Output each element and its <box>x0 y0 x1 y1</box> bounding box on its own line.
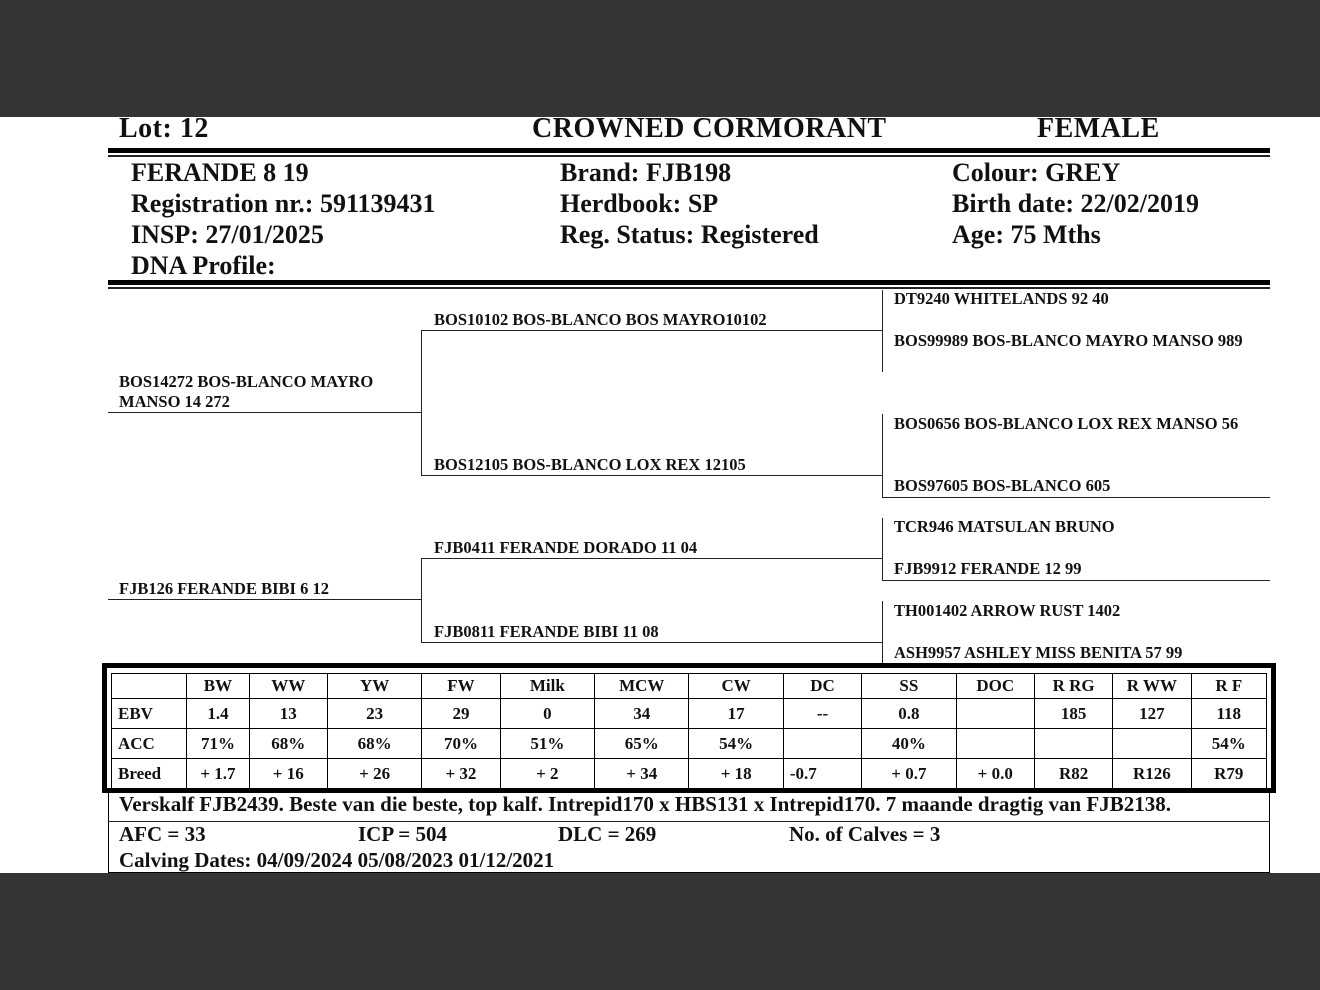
lot-sheet <box>0 117 1320 873</box>
ebv-cell: -- <box>783 699 861 729</box>
animal-name: FERANDE 8 19 <box>131 158 309 187</box>
ggp-5: TCR946 MATSULAN BRUNO <box>894 517 1115 536</box>
herdbook: Herdbook: SP <box>560 189 719 218</box>
sire-sire-line <box>421 330 882 331</box>
ebv-cell: ACC <box>112 729 187 759</box>
brand: Brand: FJB198 <box>560 158 732 187</box>
ebv-header-cell: DC <box>783 674 861 699</box>
sire-sire: BOS10102 BOS-BLANCO BOS MAYRO10102 <box>434 310 767 329</box>
calves-count: No. of Calves = 3 <box>789 822 941 846</box>
colour: Colour: GREY <box>952 158 1121 187</box>
ebv-header-cell: R RG <box>1034 674 1112 699</box>
dam-dam-line <box>421 642 882 643</box>
dam-sire: FJB0411 FERANDE DORADO 11 04 <box>434 538 698 557</box>
ebv-cell: EBV <box>112 699 187 729</box>
sex-label: FEMALE <box>1037 117 1160 144</box>
ebv-header-cell: R WW <box>1113 674 1191 699</box>
dam: FJB126 FERANDE BIBI 6 12 <box>119 579 329 598</box>
info-rule-thick <box>108 280 1270 285</box>
lot-number: Lot: 12 <box>119 117 209 144</box>
ebv-cell: R126 <box>1113 759 1191 789</box>
ebv-cell: 118 <box>1191 699 1266 729</box>
ebv-cell: 54% <box>1191 729 1266 759</box>
ggp-8: ASH9957 ASHLEY MISS BENITA 57 99 <box>894 643 1183 662</box>
ebv-cell <box>956 729 1034 759</box>
ebv-cell: 1.4 <box>187 699 249 729</box>
ebv-cell: 34 <box>595 699 689 729</box>
sire-line <box>108 412 422 413</box>
ds-bracket <box>882 518 883 580</box>
ebv-cell: 185 <box>1034 699 1112 729</box>
breed-title: CROWNED CORMORANT <box>532 117 887 144</box>
ebv-cell: 65% <box>595 729 689 759</box>
ebv-cell: 71% <box>187 729 249 759</box>
ggp-7: TH001402 ARROW RUST 1402 <box>894 601 1121 620</box>
ebv-cell: + 1.7 <box>187 759 249 789</box>
ggp-1: DT9240 WHITELANDS 92 40 <box>894 289 1109 308</box>
ebv-row-breed <box>112 759 1267 789</box>
ebv-header-cell: WW <box>249 674 327 699</box>
sire-dam: BOS12105 BOS-BLANCO LOX REX 12105 <box>434 455 746 474</box>
sd-bracket <box>882 414 883 497</box>
notes-divider <box>108 821 1270 822</box>
icp: ICP = 504 <box>358 822 447 846</box>
animal-info-middle <box>560 157 819 250</box>
ebv-cell: 29 <box>422 699 500 729</box>
ebv-header-cell: DOC <box>956 674 1034 699</box>
header-rule-thick <box>108 148 1270 153</box>
ebv-cell: + 16 <box>249 759 327 789</box>
ebv-cell: + 18 <box>689 759 783 789</box>
ebv-cell: + 0.7 <box>862 759 956 789</box>
afc: AFC = 33 <box>119 822 206 846</box>
reg-status: Reg. Status: Registered <box>560 220 819 249</box>
registration-number: Registration nr.: 591139431 <box>131 189 436 218</box>
ebv-cell <box>783 729 861 759</box>
ebv-cell: 13 <box>249 699 327 729</box>
ebv-header-cell: BW <box>187 674 249 699</box>
ebv-cell: 68% <box>249 729 327 759</box>
ebv-cell <box>1034 729 1112 759</box>
ebv-cell: 68% <box>327 729 421 759</box>
ebv-cell: R82 <box>1034 759 1112 789</box>
ebv-header-cell: Milk <box>500 674 594 699</box>
comment: Verskalf FJB2439. Beste van die beste, top kalf. Intrepid170 x HBS131 x Intrepid170. 7 maande dragtig van FJB2138. <box>119 792 1172 816</box>
dam-sire-line <box>421 558 882 559</box>
ebv-row-ebv <box>112 699 1267 729</box>
ebv-cell: 127 <box>1113 699 1191 729</box>
ebv-cell: 0 <box>500 699 594 729</box>
ebv-cell: -0.7 <box>783 759 861 789</box>
dna-profile: DNA Profile: <box>131 251 276 280</box>
ebv-cell <box>1113 729 1191 759</box>
ebv-header-cell: MCW <box>595 674 689 699</box>
birth-date: Birth date: 22/02/2019 <box>952 189 1199 218</box>
age: Age: 75 Mths <box>952 220 1101 249</box>
ebv-cell: 51% <box>500 729 594 759</box>
dlc: DLC = 269 <box>558 822 657 846</box>
ggp-6-line <box>882 580 1270 581</box>
animal-info-left <box>131 157 436 281</box>
ebv-row-acc <box>112 729 1267 759</box>
sire-dam-line <box>421 475 882 476</box>
ebv-table <box>111 673 1267 789</box>
ebv-cell: Breed <box>112 759 187 789</box>
ggp-4: BOS97605 BOS-BLANCO 605 <box>894 476 1111 495</box>
ss-bracket <box>882 290 883 372</box>
ebv-cell: + 34 <box>595 759 689 789</box>
ebv-cell: + 32 <box>422 759 500 789</box>
ebv-cell: 17 <box>689 699 783 729</box>
ebv-cell: 0.8 <box>862 699 956 729</box>
ebv-cell: + 26 <box>327 759 421 789</box>
ggp-2: BOS99989 BOS-BLANCO MAYRO MANSO 989 <box>894 331 1243 350</box>
ebv-header-cell <box>112 674 187 699</box>
ebv-cell <box>956 699 1034 729</box>
calving-dates: Calving Dates: 04/09/2024 05/08/2023 01/12/2021 <box>119 848 555 872</box>
ebv-cell: 70% <box>422 729 500 759</box>
ebv-cell: R79 <box>1191 759 1266 789</box>
ebv-cell: 23 <box>327 699 421 729</box>
sire: BOS14272 BOS-BLANCO MAYRO MANSO 14 272 <box>119 372 374 411</box>
animal-info-right <box>952 157 1199 250</box>
ggp-6: FJB9912 FERANDE 12 99 <box>894 559 1082 578</box>
sire-bracket <box>421 330 422 475</box>
ebv-cell: + 0.0 <box>956 759 1034 789</box>
ebv-header-cell: R F <box>1191 674 1266 699</box>
dam-dam: FJB0811 FERANDE BIBI 11 08 <box>434 622 659 641</box>
insp-date: INSP: 27/01/2025 <box>131 220 324 249</box>
dd-bracket <box>882 601 883 663</box>
ebv-header-cell: FW <box>422 674 500 699</box>
ebv-cell: + 2 <box>500 759 594 789</box>
dam-line <box>108 599 422 600</box>
dam-bracket <box>421 558 422 642</box>
ebv-cell: 54% <box>689 729 783 759</box>
ebv-header-row <box>112 674 1267 699</box>
ebv-cell: 40% <box>862 729 956 759</box>
ebv-header-cell: CW <box>689 674 783 699</box>
ggp-3: BOS0656 BOS-BLANCO LOX REX MANSO 56 <box>894 414 1239 433</box>
ebv-header-cell: SS <box>862 674 956 699</box>
ebv-header-cell: YW <box>327 674 421 699</box>
ggp-4-line <box>882 497 1270 498</box>
